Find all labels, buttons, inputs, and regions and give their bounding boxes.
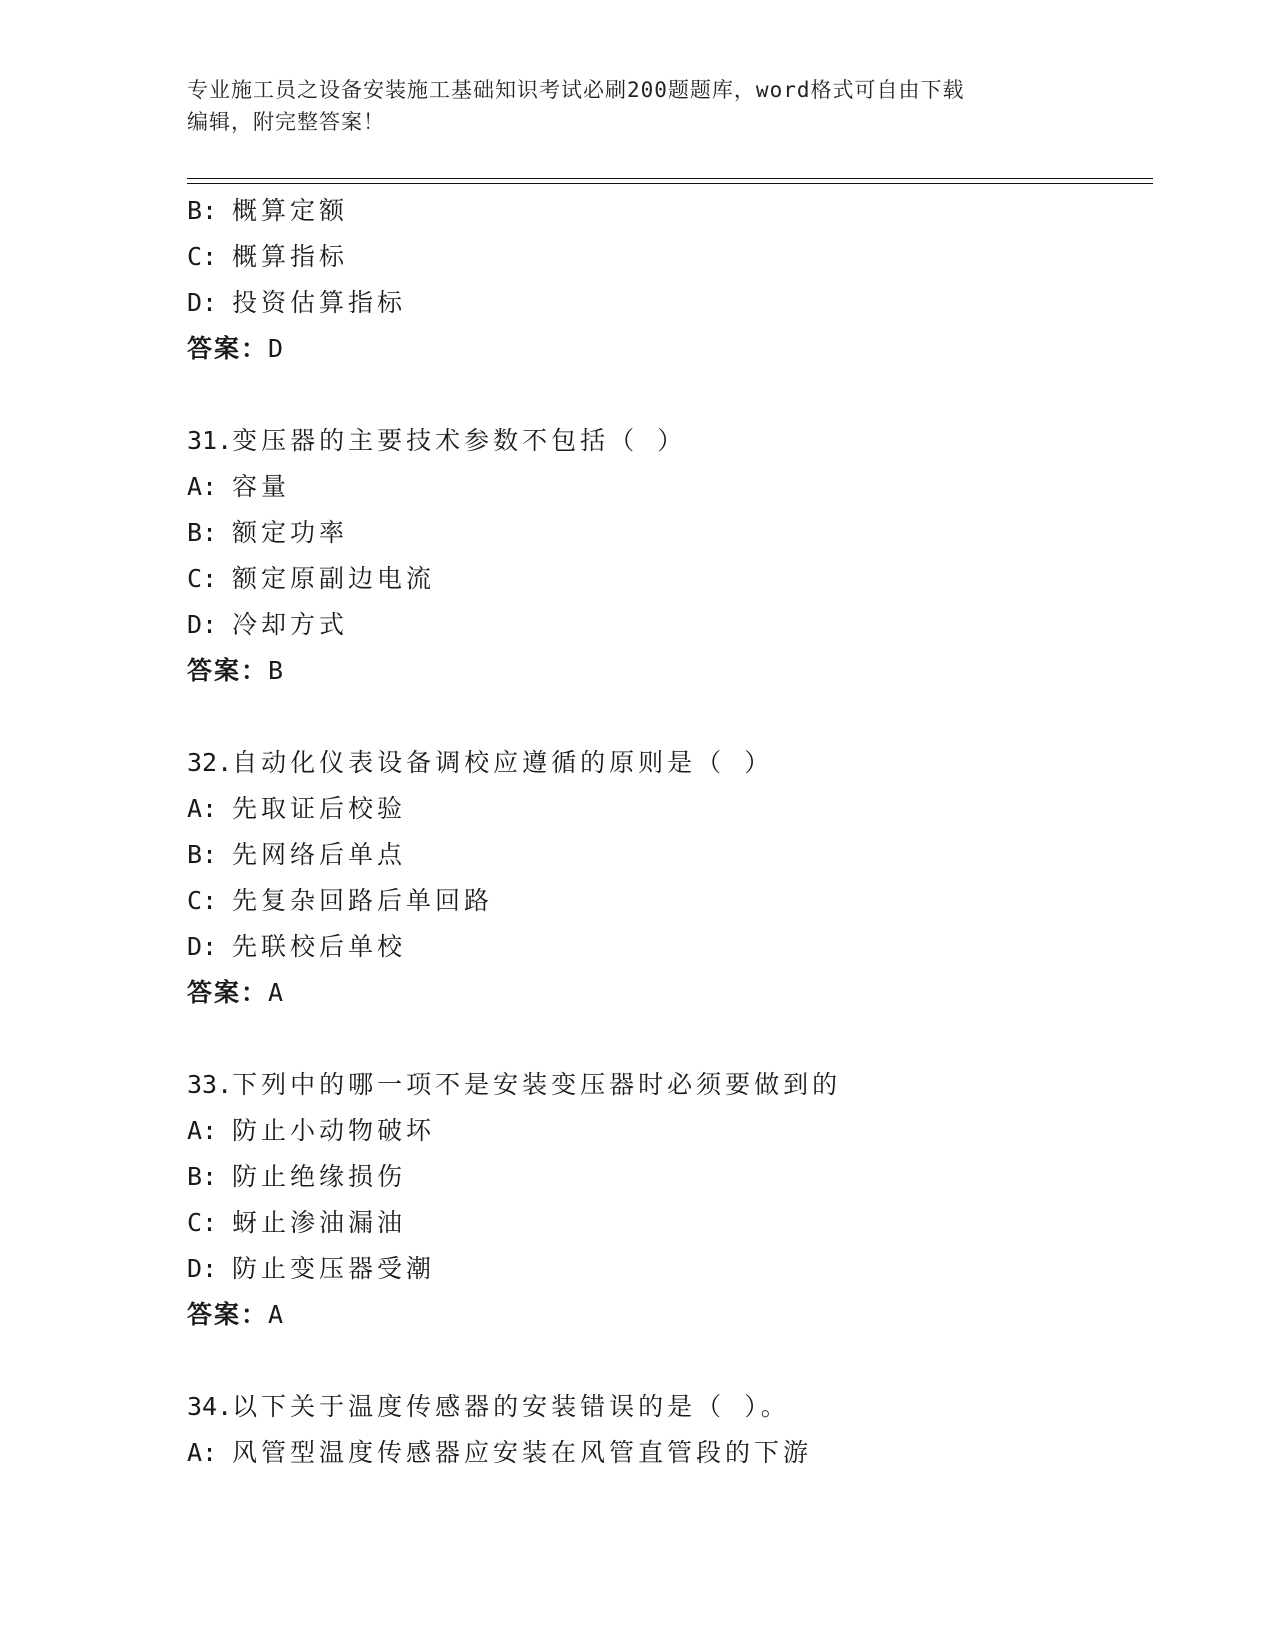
- option-c: [187, 1200, 1167, 1246]
- answer-line: [187, 648, 1167, 694]
- option-key: A:: [187, 472, 218, 501]
- option-c: [187, 556, 1167, 602]
- option-key: D:: [187, 288, 218, 317]
- answer-line: [187, 1292, 1167, 1338]
- answer-line: [187, 326, 1167, 372]
- answer-label: 答案：: [187, 656, 269, 685]
- option-text: 概算定额: [232, 196, 349, 225]
- option-text: 先复杂回路后单回路: [232, 886, 494, 915]
- option-a: [187, 1430, 1167, 1476]
- option-text: 风管型温度传感器应安装在风管直管段的下游: [232, 1438, 813, 1467]
- option-key: D:: [187, 932, 218, 961]
- spacer: [187, 1338, 1167, 1384]
- option-key: D:: [187, 610, 218, 639]
- option-text: 防止变压器受潮: [232, 1254, 436, 1283]
- question-number: 33.: [187, 1070, 233, 1099]
- option-key: D:: [187, 1254, 218, 1283]
- option-text: 额定原副边电流: [232, 564, 436, 593]
- spacer: [187, 1016, 1167, 1062]
- option-c: [187, 234, 1167, 280]
- option-key: B:: [187, 840, 218, 869]
- option-d: [187, 1246, 1167, 1292]
- option-text: 先联校后单校: [232, 932, 407, 961]
- question-text: 自动化仪表设备调校应遵循的原则是（ ）: [232, 748, 774, 777]
- question-stem: [187, 418, 1167, 464]
- spacer: [187, 372, 1167, 418]
- question-stem: [187, 1384, 1167, 1430]
- option-key: A:: [187, 1438, 218, 1467]
- option-d: [187, 924, 1167, 970]
- spacer: [187, 694, 1167, 740]
- header-double-rule: [187, 178, 1153, 184]
- question-number: 32.: [187, 748, 233, 777]
- option-text: 防止绝缘损伤: [232, 1162, 407, 1191]
- option-text: 先取证后校验: [232, 794, 407, 823]
- option-text: 容量: [232, 472, 291, 501]
- question-32: [187, 740, 1167, 1016]
- option-key: B:: [187, 518, 218, 547]
- option-key: B:: [187, 1162, 218, 1191]
- option-key: C:: [187, 242, 218, 271]
- option-b: [187, 1154, 1167, 1200]
- option-text: 防止小动物破坏: [232, 1116, 436, 1145]
- answer-value: A: [268, 978, 284, 1007]
- question-33: [187, 1062, 1167, 1338]
- question-text: 以下关于温度传感器的安装错误的是（ ）。: [232, 1392, 790, 1421]
- question-text: 变压器的主要技术参数不包括（ ）: [232, 426, 687, 455]
- question-text: 下列中的哪一项不是安装变压器时必须要做到的: [232, 1070, 842, 1099]
- option-key: C:: [187, 564, 218, 593]
- header-title-line-2: 编辑，附完整答案！: [187, 110, 385, 134]
- answer-label: 答案：: [187, 978, 269, 1007]
- answer-value: A: [268, 1300, 284, 1329]
- question-30-continuation: [187, 188, 1167, 372]
- option-text: 投资估算指标: [232, 288, 407, 317]
- header-title-line-1: 专业施工员之设备安装施工基础知识考试必刷200题题库，word格式可自由下载: [187, 78, 965, 102]
- question-stem: [187, 740, 1167, 786]
- option-text: 额定功率: [232, 518, 349, 547]
- option-a: [187, 1108, 1167, 1154]
- question-31: [187, 418, 1167, 694]
- option-c: [187, 878, 1167, 924]
- option-b: [187, 188, 1167, 234]
- option-a: [187, 464, 1167, 510]
- answer-line: [187, 970, 1167, 1016]
- answer-label: 答案：: [187, 1300, 269, 1329]
- option-key: A:: [187, 1116, 218, 1145]
- question-number: 31.: [187, 426, 233, 455]
- answer-value: D: [268, 334, 284, 363]
- question-stem: [187, 1062, 1167, 1108]
- option-text: 概算指标: [232, 242, 349, 271]
- option-text: 先网络后单点: [232, 840, 407, 869]
- answer-value: B: [268, 656, 284, 685]
- option-b: [187, 510, 1167, 556]
- option-d: [187, 602, 1167, 648]
- option-text: 蚜止渗油漏油: [232, 1208, 407, 1237]
- option-b: [187, 832, 1167, 878]
- option-a: [187, 786, 1167, 832]
- question-number: 34.: [187, 1392, 233, 1421]
- option-text: 冷却方式: [232, 610, 349, 639]
- option-d: [187, 280, 1167, 326]
- question-34: [187, 1384, 1167, 1476]
- question-list: [187, 188, 1167, 1476]
- document-header: [187, 74, 1067, 138]
- option-key: B:: [187, 196, 218, 225]
- answer-label: 答案：: [187, 334, 269, 363]
- option-key: C:: [187, 886, 218, 915]
- option-key: C:: [187, 1208, 218, 1237]
- option-key: A:: [187, 794, 218, 823]
